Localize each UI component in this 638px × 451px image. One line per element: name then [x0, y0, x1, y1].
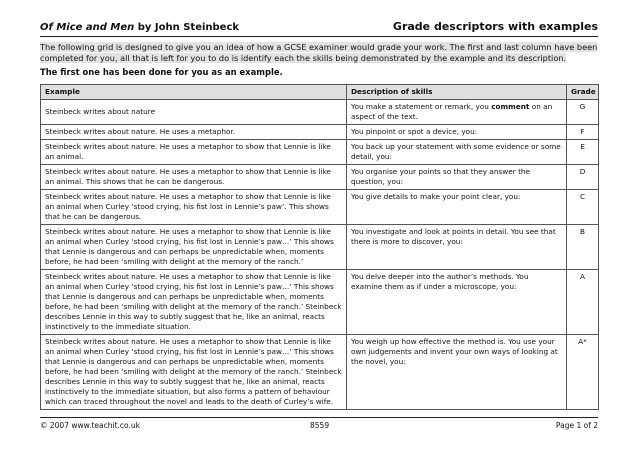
table-row — [41, 140, 599, 165]
grade-cell: C — [567, 190, 599, 225]
example-cell: Steinbeck writes about nature — [41, 100, 347, 125]
grade-cell: E — [567, 140, 599, 165]
table-row — [41, 270, 599, 335]
description-cell: You pinpoint or spot a device, you: — [347, 125, 567, 140]
grade-cell: F — [567, 125, 599, 140]
table-row — [41, 335, 599, 410]
worksheet-title: Grade descriptors with examples — [392, 20, 598, 33]
document-title — [40, 22, 239, 33]
description-cell: You back up your statement with some evidence or some detail, you: — [347, 140, 567, 165]
grade-descriptor-table — [40, 84, 599, 410]
resource-code: 8559 — [310, 421, 330, 430]
intro-subheading: The first one has been done for you as an example. — [40, 67, 283, 77]
page-header — [40, 22, 598, 37]
column-header-description: Description of skills — [347, 85, 567, 100]
grade-cell: D — [567, 165, 599, 190]
description-text: You make a statement or remark, you — [351, 102, 492, 111]
description-keyword: comment — [491, 102, 530, 111]
description-cell: You delve deeper into the author’s methods. You examine them as if under a microscope, you: — [347, 270, 567, 335]
book-title: Of Mice and Men — [40, 22, 135, 33]
book-author: by John Steinbeck — [134, 22, 240, 33]
example-cell: Steinbeck writes about nature. He uses a metaphor to show that Lennie is like an animal. — [41, 140, 347, 165]
intro-text: The following grid is designed to give you an idea of how a GCSE examiner would grade your work. The first and last column have been completed for you, all that is left for you to do is identify each the skills being demonstrated by the example and its description. — [40, 42, 598, 63]
example-cell: Steinbeck writes about nature. He uses a metaphor to show that Lennie is like an animal when Curley ‘stood crying, his fist lost in Lennie’s paw…’ This shows that Lennie is dangerous and can perhaps be unpredictable when, moments before, he had been ‘smiling with delight at the memory of the ranch.’ Steinbeck describes Lennie in this way to subtly suggest that he, like an animal, reacts instinctively to the immediate situation, but also forms a pattern of behaviour which can traced throughout the novel and leads to the death of Curley’s wife. — [41, 335, 347, 410]
grade-cell: A* — [567, 335, 599, 410]
page-footer — [40, 417, 598, 430]
column-header-grade: Grade — [567, 85, 599, 100]
grade-cell: G — [567, 100, 599, 125]
table-row — [41, 225, 599, 270]
description-cell: You investigate and look at points in detail. You see that there is more to discover, you: — [347, 225, 567, 270]
column-header-example: Example — [41, 85, 347, 100]
example-cell: Steinbeck writes about nature. He uses a metaphor. — [41, 125, 347, 140]
description-cell: You give details to make your point clear, you: — [347, 190, 567, 225]
page-number: Page 1 of 2 — [555, 421, 598, 430]
table-row — [41, 100, 599, 125]
grade-cell: B — [567, 225, 599, 270]
table-row — [41, 190, 599, 225]
description-cell: You weigh up how effective the method is. You use your own judgements and invent your own ways of looking at the novel, you: — [347, 335, 567, 410]
description-cell: You organise your points so that they answer the question, you: — [347, 165, 567, 190]
description-text: on an aspect of the text. — [351, 102, 553, 121]
example-cell: Steinbeck writes about nature. He uses a metaphor to show that Lennie is like an animal. This shows that he can be dangerous. — [41, 165, 347, 190]
intro-paragraph — [40, 42, 598, 64]
table-row — [41, 125, 599, 140]
table-row — [41, 165, 599, 190]
example-cell: Steinbeck writes about nature. He uses a metaphor to show that Lennie is like an animal when Curley ‘stood crying, his fist lost in Lennie’s paw…’ This shows that Lennie is dangerous and can perhaps be unpredictable when, moments before, he had been ‘smiling with delight at the memory of the ranch.’ — [41, 225, 347, 270]
example-cell: Steinbeck writes about nature. He uses a metaphor to show that Lennie is like an animal when Curley ‘stood crying, his fist lost in Lennie’s paw’. This shows that he can be dangerous. — [41, 190, 347, 225]
table-header-row — [41, 85, 599, 100]
example-cell: Steinbeck writes about nature. He uses a metaphor to show that Lennie is like an animal when Curley ‘stood crying, his fist lost in Lennie’s paw…’ This shows that Lennie is dangerous and can perhaps be unpredictable when, moments before, he had been ‘smiling with delight at the memory of the ranch.’ Steinbeck describes Lennie in this way to subtly suggest that he, like an animal, reacts instinctively to the immediate situation. — [41, 270, 347, 335]
grade-cell: A — [567, 270, 599, 335]
copyright-text: © 2007 www.teachit.co.uk — [40, 421, 140, 430]
description-cell — [347, 100, 567, 125]
